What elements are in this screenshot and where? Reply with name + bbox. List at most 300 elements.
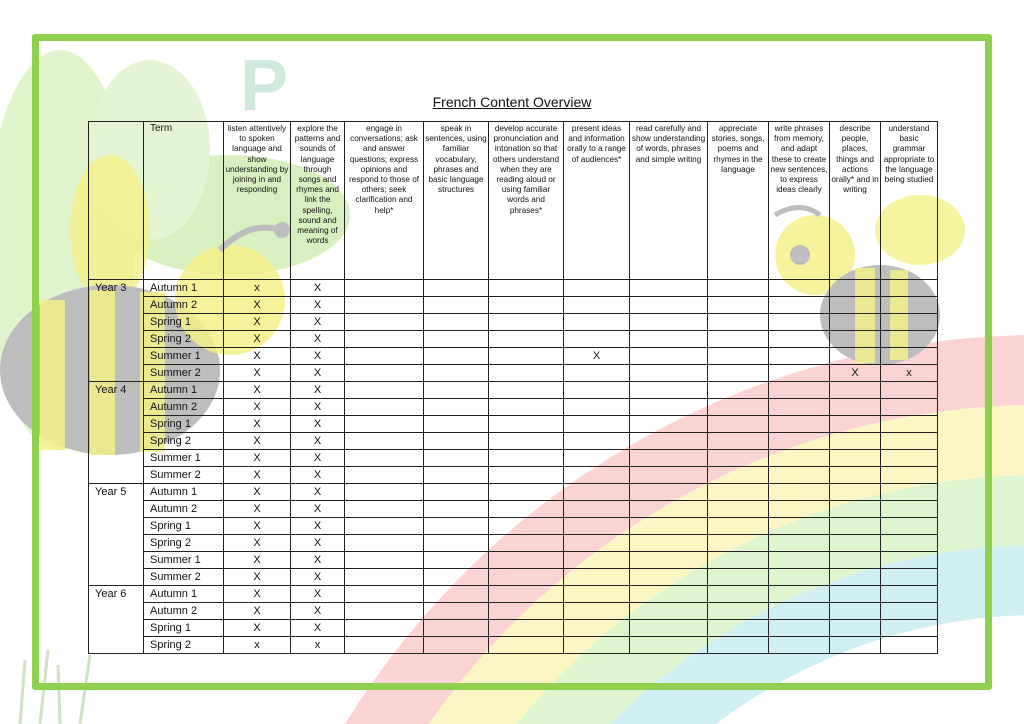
mark-cell xyxy=(424,552,489,569)
mark-cell xyxy=(489,365,564,382)
mark-cell xyxy=(630,620,708,637)
header-objective: explore the patterns and sounds of language through songs and rhymes and link the spelling, sound and meaning of words xyxy=(291,122,345,280)
mark-cell xyxy=(564,484,630,501)
year-cell xyxy=(89,331,144,348)
mark-cell xyxy=(769,399,830,416)
mark-cell xyxy=(489,348,564,365)
mark-cell xyxy=(424,518,489,535)
mark-cell xyxy=(708,586,769,603)
mark-cell xyxy=(424,450,489,467)
mark-cell: X xyxy=(224,399,291,416)
mark-cell xyxy=(630,637,708,654)
mark-cell xyxy=(708,518,769,535)
table-row xyxy=(89,586,938,603)
mark-cell xyxy=(708,314,769,331)
mark-cell xyxy=(769,450,830,467)
mark-cell xyxy=(424,433,489,450)
mark-cell xyxy=(564,382,630,399)
mark-cell: X xyxy=(224,348,291,365)
header-row xyxy=(89,122,938,280)
year-cell xyxy=(89,569,144,586)
mark-cell xyxy=(345,569,424,586)
table-row xyxy=(89,314,938,331)
table-row xyxy=(89,399,938,416)
mark-cell xyxy=(630,586,708,603)
term-cell: Spring 1 xyxy=(144,620,224,637)
table-row xyxy=(89,348,938,365)
mark-cell: X xyxy=(291,331,345,348)
mark-cell xyxy=(881,280,938,297)
mark-cell xyxy=(708,484,769,501)
mark-cell xyxy=(881,416,938,433)
mark-cell xyxy=(345,348,424,365)
mark-cell xyxy=(708,382,769,399)
mark-cell xyxy=(630,297,708,314)
mark-cell xyxy=(630,552,708,569)
mark-cell xyxy=(345,416,424,433)
mark-cell xyxy=(708,501,769,518)
mark-cell xyxy=(769,331,830,348)
mark-cell xyxy=(708,535,769,552)
header-objective: understand basic grammar appropriate to the language being studied xyxy=(881,122,938,280)
mark-cell xyxy=(708,637,769,654)
mark-cell xyxy=(345,314,424,331)
header-objective: speak in sentences, using familiar vocabulary, phrases and basic language structures xyxy=(424,122,489,280)
mark-cell xyxy=(630,518,708,535)
mark-cell: X xyxy=(224,450,291,467)
term-cell: Summer 2 xyxy=(144,467,224,484)
year-cell xyxy=(89,518,144,535)
mark-cell xyxy=(769,620,830,637)
mark-cell xyxy=(424,637,489,654)
mark-cell xyxy=(769,569,830,586)
mark-cell xyxy=(630,467,708,484)
mark-cell: X xyxy=(224,518,291,535)
mark-cell xyxy=(830,518,881,535)
mark-cell: x xyxy=(224,280,291,297)
mark-cell xyxy=(424,569,489,586)
year-cell xyxy=(89,501,144,518)
mark-cell xyxy=(769,501,830,518)
mark-cell xyxy=(769,535,830,552)
table-row xyxy=(89,569,938,586)
year-cell xyxy=(89,467,144,484)
mark-cell xyxy=(830,603,881,620)
mark-cell: X xyxy=(291,416,345,433)
mark-cell xyxy=(489,586,564,603)
mark-cell xyxy=(345,603,424,620)
table-header xyxy=(89,122,938,280)
mark-cell xyxy=(424,586,489,603)
mark-cell xyxy=(881,637,938,654)
mark-cell: X xyxy=(291,620,345,637)
mark-cell xyxy=(424,620,489,637)
mark-cell xyxy=(424,314,489,331)
mark-cell xyxy=(345,637,424,654)
mark-cell xyxy=(881,331,938,348)
mark-cell xyxy=(424,382,489,399)
mark-cell: X xyxy=(291,348,345,365)
mark-cell: X xyxy=(224,586,291,603)
mark-cell xyxy=(564,399,630,416)
term-cell: Autumn 2 xyxy=(144,603,224,620)
mark-cell xyxy=(830,433,881,450)
mark-cell xyxy=(830,314,881,331)
mark-cell: X xyxy=(224,603,291,620)
mark-cell xyxy=(881,518,938,535)
mark-cell xyxy=(708,603,769,620)
mark-cell: X xyxy=(224,365,291,382)
mark-cell: X xyxy=(291,586,345,603)
mark-cell xyxy=(424,280,489,297)
mark-cell: X xyxy=(224,297,291,314)
table-row xyxy=(89,535,938,552)
mark-cell xyxy=(489,416,564,433)
mark-cell xyxy=(769,297,830,314)
mark-cell xyxy=(830,280,881,297)
mark-cell xyxy=(630,484,708,501)
mark-cell xyxy=(564,467,630,484)
mark-cell: X xyxy=(224,535,291,552)
mark-cell xyxy=(564,637,630,654)
term-cell: Spring 1 xyxy=(144,416,224,433)
mark-cell xyxy=(830,348,881,365)
mark-cell xyxy=(345,501,424,518)
term-cell: Summer 2 xyxy=(144,569,224,586)
header-objective: write phrases from memory, and adapt these to create new sentences, to express ideas clearly xyxy=(769,122,830,280)
mark-cell: X xyxy=(224,501,291,518)
mark-cell xyxy=(630,603,708,620)
mark-cell xyxy=(345,280,424,297)
mark-cell xyxy=(881,450,938,467)
mark-cell xyxy=(769,552,830,569)
mark-cell xyxy=(489,552,564,569)
year-cell xyxy=(89,433,144,450)
mark-cell xyxy=(830,484,881,501)
table-row xyxy=(89,637,938,654)
mark-cell xyxy=(489,518,564,535)
mark-cell xyxy=(630,331,708,348)
term-cell: Autumn 1 xyxy=(144,586,224,603)
mark-cell xyxy=(345,433,424,450)
mark-cell xyxy=(881,382,938,399)
mark-cell xyxy=(424,348,489,365)
mark-cell xyxy=(769,586,830,603)
mark-cell: X xyxy=(224,433,291,450)
mark-cell xyxy=(708,450,769,467)
mark-cell xyxy=(769,382,830,399)
table-row xyxy=(89,603,938,620)
mark-cell xyxy=(769,433,830,450)
term-cell: Spring 2 xyxy=(144,535,224,552)
mark-cell xyxy=(708,433,769,450)
table-row xyxy=(89,518,938,535)
mark-cell xyxy=(630,433,708,450)
mark-cell: X xyxy=(291,535,345,552)
mark-cell xyxy=(564,297,630,314)
mark-cell xyxy=(769,280,830,297)
term-cell: Summer 1 xyxy=(144,348,224,365)
watermark-letter: P xyxy=(240,46,289,126)
mark-cell xyxy=(564,569,630,586)
mark-cell xyxy=(708,569,769,586)
mark-cell: X xyxy=(830,365,881,382)
mark-cell: X xyxy=(224,382,291,399)
mark-cell xyxy=(630,416,708,433)
mark-cell xyxy=(708,467,769,484)
header-objective: engage in conversations; ask and answer questions; express opinions and respond to those of others; seek clarification and help* xyxy=(345,122,424,280)
page-title: French Content Overview xyxy=(432,94,592,110)
year-cell: Year 3 xyxy=(89,280,144,297)
mark-cell xyxy=(489,484,564,501)
mark-cell xyxy=(881,399,938,416)
mark-cell xyxy=(489,501,564,518)
table-row xyxy=(89,501,938,518)
mark-cell xyxy=(830,382,881,399)
mark-cell: x xyxy=(224,637,291,654)
mark-cell xyxy=(830,416,881,433)
mark-cell xyxy=(564,535,630,552)
mark-cell xyxy=(424,297,489,314)
mark-cell xyxy=(830,297,881,314)
header-objective: develop accurate pronunciation and intonation so that others understand when they are reading aloud or using familiar words and phrases* xyxy=(489,122,564,280)
mark-cell: X xyxy=(224,484,291,501)
mark-cell: X xyxy=(291,501,345,518)
mark-cell xyxy=(769,365,830,382)
mark-cell xyxy=(630,365,708,382)
mark-cell: X xyxy=(224,552,291,569)
mark-cell xyxy=(564,331,630,348)
mark-cell: X xyxy=(224,314,291,331)
mark-cell: X xyxy=(291,552,345,569)
mark-cell xyxy=(630,501,708,518)
mark-cell xyxy=(630,450,708,467)
mark-cell xyxy=(424,399,489,416)
year-cell xyxy=(89,399,144,416)
table-row xyxy=(89,467,938,484)
mark-cell xyxy=(769,603,830,620)
year-cell xyxy=(89,603,144,620)
term-cell: Spring 2 xyxy=(144,637,224,654)
mark-cell xyxy=(708,280,769,297)
mark-cell xyxy=(424,603,489,620)
mark-cell xyxy=(769,484,830,501)
mark-cell xyxy=(345,382,424,399)
mark-cell xyxy=(424,365,489,382)
header-objective: read carefully and show understanding of words, phrases and simple writing xyxy=(630,122,708,280)
mark-cell xyxy=(564,450,630,467)
mark-cell xyxy=(769,416,830,433)
mark-cell xyxy=(881,467,938,484)
mark-cell: X xyxy=(291,382,345,399)
mark-cell xyxy=(708,416,769,433)
mark-cell xyxy=(564,314,630,331)
mark-cell xyxy=(630,535,708,552)
mark-cell xyxy=(424,331,489,348)
mark-cell xyxy=(830,535,881,552)
table-row xyxy=(89,450,938,467)
term-cell: Spring 2 xyxy=(144,331,224,348)
term-cell: Autumn 2 xyxy=(144,297,224,314)
header-year xyxy=(89,122,144,280)
mark-cell xyxy=(830,399,881,416)
year-cell xyxy=(89,620,144,637)
mark-cell xyxy=(769,467,830,484)
mark-cell xyxy=(489,433,564,450)
mark-cell xyxy=(708,297,769,314)
mark-cell: X xyxy=(291,518,345,535)
mark-cell: X xyxy=(291,399,345,416)
mark-cell: x xyxy=(881,365,938,382)
header-objective: appreciate stories, songs, poems and rhymes in the language xyxy=(708,122,769,280)
term-cell: Summer 2 xyxy=(144,365,224,382)
mark-cell xyxy=(881,484,938,501)
mark-cell xyxy=(830,331,881,348)
mark-cell xyxy=(489,399,564,416)
mark-cell xyxy=(769,637,830,654)
mark-cell xyxy=(881,620,938,637)
mark-cell xyxy=(564,416,630,433)
term-cell: Autumn 1 xyxy=(144,382,224,399)
table-row xyxy=(89,297,938,314)
mark-cell xyxy=(830,569,881,586)
mark-cell xyxy=(769,518,830,535)
mark-cell xyxy=(881,314,938,331)
mark-cell xyxy=(424,501,489,518)
mark-cell xyxy=(708,348,769,365)
mark-cell xyxy=(489,314,564,331)
mark-cell xyxy=(345,297,424,314)
mark-cell xyxy=(708,331,769,348)
mark-cell: X xyxy=(291,569,345,586)
term-cell: Autumn 1 xyxy=(144,280,224,297)
mark-cell xyxy=(345,484,424,501)
mark-cell xyxy=(830,450,881,467)
mark-cell xyxy=(489,450,564,467)
mark-cell xyxy=(881,586,938,603)
term-cell: Autumn 2 xyxy=(144,399,224,416)
year-cell xyxy=(89,348,144,365)
year-cell xyxy=(89,416,144,433)
mark-cell xyxy=(424,467,489,484)
mark-cell xyxy=(564,501,630,518)
mark-cell xyxy=(564,603,630,620)
mark-cell xyxy=(345,552,424,569)
mark-cell xyxy=(830,620,881,637)
mark-cell xyxy=(708,399,769,416)
mark-cell: X xyxy=(291,603,345,620)
term-cell: Spring 2 xyxy=(144,433,224,450)
mark-cell: X xyxy=(564,348,630,365)
mark-cell xyxy=(630,314,708,331)
mark-cell xyxy=(345,399,424,416)
mark-cell xyxy=(830,637,881,654)
mark-cell xyxy=(489,382,564,399)
year-cell xyxy=(89,450,144,467)
mark-cell xyxy=(489,297,564,314)
mark-cell xyxy=(708,620,769,637)
table-row xyxy=(89,552,938,569)
mark-cell xyxy=(881,569,938,586)
mark-cell xyxy=(630,399,708,416)
mark-cell xyxy=(564,552,630,569)
year-cell xyxy=(89,314,144,331)
term-cell: Summer 1 xyxy=(144,552,224,569)
mark-cell xyxy=(345,450,424,467)
mark-cell: X xyxy=(291,467,345,484)
mark-cell xyxy=(630,382,708,399)
mark-cell: X xyxy=(291,433,345,450)
mark-cell: X xyxy=(224,416,291,433)
mark-cell xyxy=(881,433,938,450)
mark-cell xyxy=(769,314,830,331)
mark-cell xyxy=(881,603,938,620)
mark-cell xyxy=(630,348,708,365)
table-row xyxy=(89,331,938,348)
table-row xyxy=(89,484,938,501)
year-cell xyxy=(89,535,144,552)
header-objective: listen attentively to spoken language and show understanding by joining in and responding xyxy=(224,122,291,280)
mark-cell xyxy=(881,348,938,365)
year-cell xyxy=(89,297,144,314)
mark-cell xyxy=(345,518,424,535)
mark-cell xyxy=(489,467,564,484)
mark-cell: X xyxy=(224,467,291,484)
mark-cell xyxy=(424,484,489,501)
mark-cell xyxy=(564,365,630,382)
mark-cell xyxy=(881,297,938,314)
mark-cell xyxy=(708,552,769,569)
mark-cell xyxy=(564,518,630,535)
mark-cell xyxy=(881,552,938,569)
mark-cell: X xyxy=(291,314,345,331)
table-row xyxy=(89,382,938,399)
table-row xyxy=(89,433,938,450)
mark-cell xyxy=(564,433,630,450)
mark-cell xyxy=(345,535,424,552)
header-objective: describe people, places, things and actions orally* and in writing xyxy=(830,122,881,280)
mark-cell xyxy=(489,637,564,654)
mark-cell xyxy=(830,501,881,518)
table-row xyxy=(89,620,938,637)
mark-cell xyxy=(345,467,424,484)
year-cell xyxy=(89,365,144,382)
table-row xyxy=(89,416,938,433)
mark-cell xyxy=(830,586,881,603)
mark-cell xyxy=(489,569,564,586)
mark-cell xyxy=(345,620,424,637)
header-objective: present ideas and information orally to a range of audiences* xyxy=(564,122,630,280)
mark-cell xyxy=(424,416,489,433)
mark-cell xyxy=(830,552,881,569)
mark-cell xyxy=(708,365,769,382)
mark-cell: X xyxy=(224,620,291,637)
mark-cell xyxy=(564,620,630,637)
mark-cell xyxy=(630,569,708,586)
term-cell: Summer 1 xyxy=(144,450,224,467)
mark-cell: X xyxy=(224,569,291,586)
term-cell: Spring 1 xyxy=(144,314,224,331)
term-cell: Autumn 1 xyxy=(144,484,224,501)
mark-cell: X xyxy=(291,297,345,314)
mark-cell xyxy=(881,501,938,518)
table-body xyxy=(89,280,938,654)
mark-cell: X xyxy=(291,280,345,297)
mark-cell xyxy=(769,348,830,365)
table-row xyxy=(89,280,938,297)
mark-cell xyxy=(489,620,564,637)
mark-cell xyxy=(564,280,630,297)
